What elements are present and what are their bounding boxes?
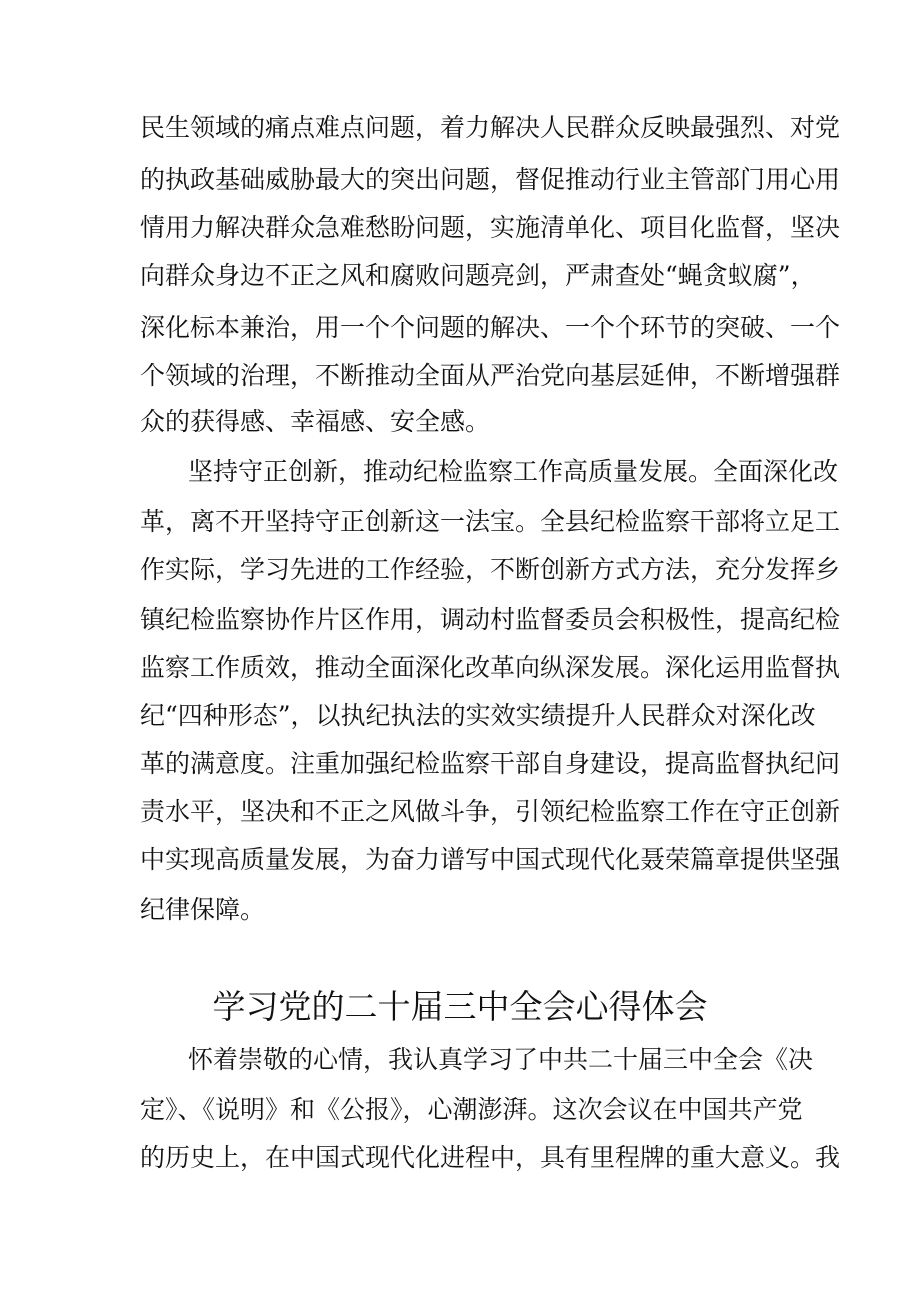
text-line: 坚持守正创新，推动纪检监察工作高质量发展。全面深化改: [188, 457, 839, 486]
text-line: 镇纪检监察协作片区作用，调动村监督委员会积极性，提高纪检: [140, 605, 841, 634]
text-line: 革，离不开坚持守正创新这一法宝。全县纪检监察干部将立足工: [140, 507, 841, 536]
text-line: 纪律保障。: [140, 895, 266, 924]
text-line: 情用力解决群众急难愁盼问题，实施清单化、项目化监督，坚决: [140, 213, 841, 242]
text-line: 深化标本兼治，用一个个问题的解决、一个个环节的突破、一个: [140, 313, 841, 342]
text-line: 民生领域的痛点难点问题，着力解决人民群众反映最强烈、对党: [140, 113, 841, 142]
text-line: 定》、《说明》和《公报》，心潮澎湃。这次会议在中国共产党: [140, 1095, 803, 1124]
text-line: 的历史上，在中国式现代化进程中，具有里程牌的重大意义。我: [140, 1143, 841, 1172]
text-line: 革的满意度。注重加强纪检监察干部自身建设，提高监督执纪问: [140, 749, 841, 778]
text-line: 众的获得感、幸福感、安全感。: [140, 407, 491, 436]
text-line: 的执政基础威胁最大的突出问题，督促推动行业主管部门用心用: [140, 165, 841, 194]
text-line: 向群众身边不正之风和腐败问题亮剑，严肃查处“蝇贪蚁腐”，: [140, 261, 816, 290]
text-line: 责水平，坚决和不正之风做斗争，引领纪检监察工作在守正创新: [140, 797, 841, 826]
text-line: 作实际，学习先进的工作经验，不断创新方式方法，充分发挥乡: [140, 555, 841, 584]
text-line: 个领域的治理，不断推动全面从严治党向基层延伸，不断增强群: [140, 361, 841, 390]
text-line: 中实现高质量发展，为奋力谱写中国式现代化聂荣篇章提供坚强: [140, 845, 841, 874]
section-heading: 学习党的二十届三中全会心得体会: [212, 987, 708, 1026]
text-line: 监察工作质效，推动全面深化改革向纵深发展。深化运用监督执: [140, 653, 841, 682]
text-line: 怀着崇敬的心情，我认真学习了中共二十届三中全会《决: [188, 1045, 814, 1074]
text-line: 纪“四种形态”，以执纪执法的实效实绩提升人民群众对深化改: [140, 701, 816, 730]
